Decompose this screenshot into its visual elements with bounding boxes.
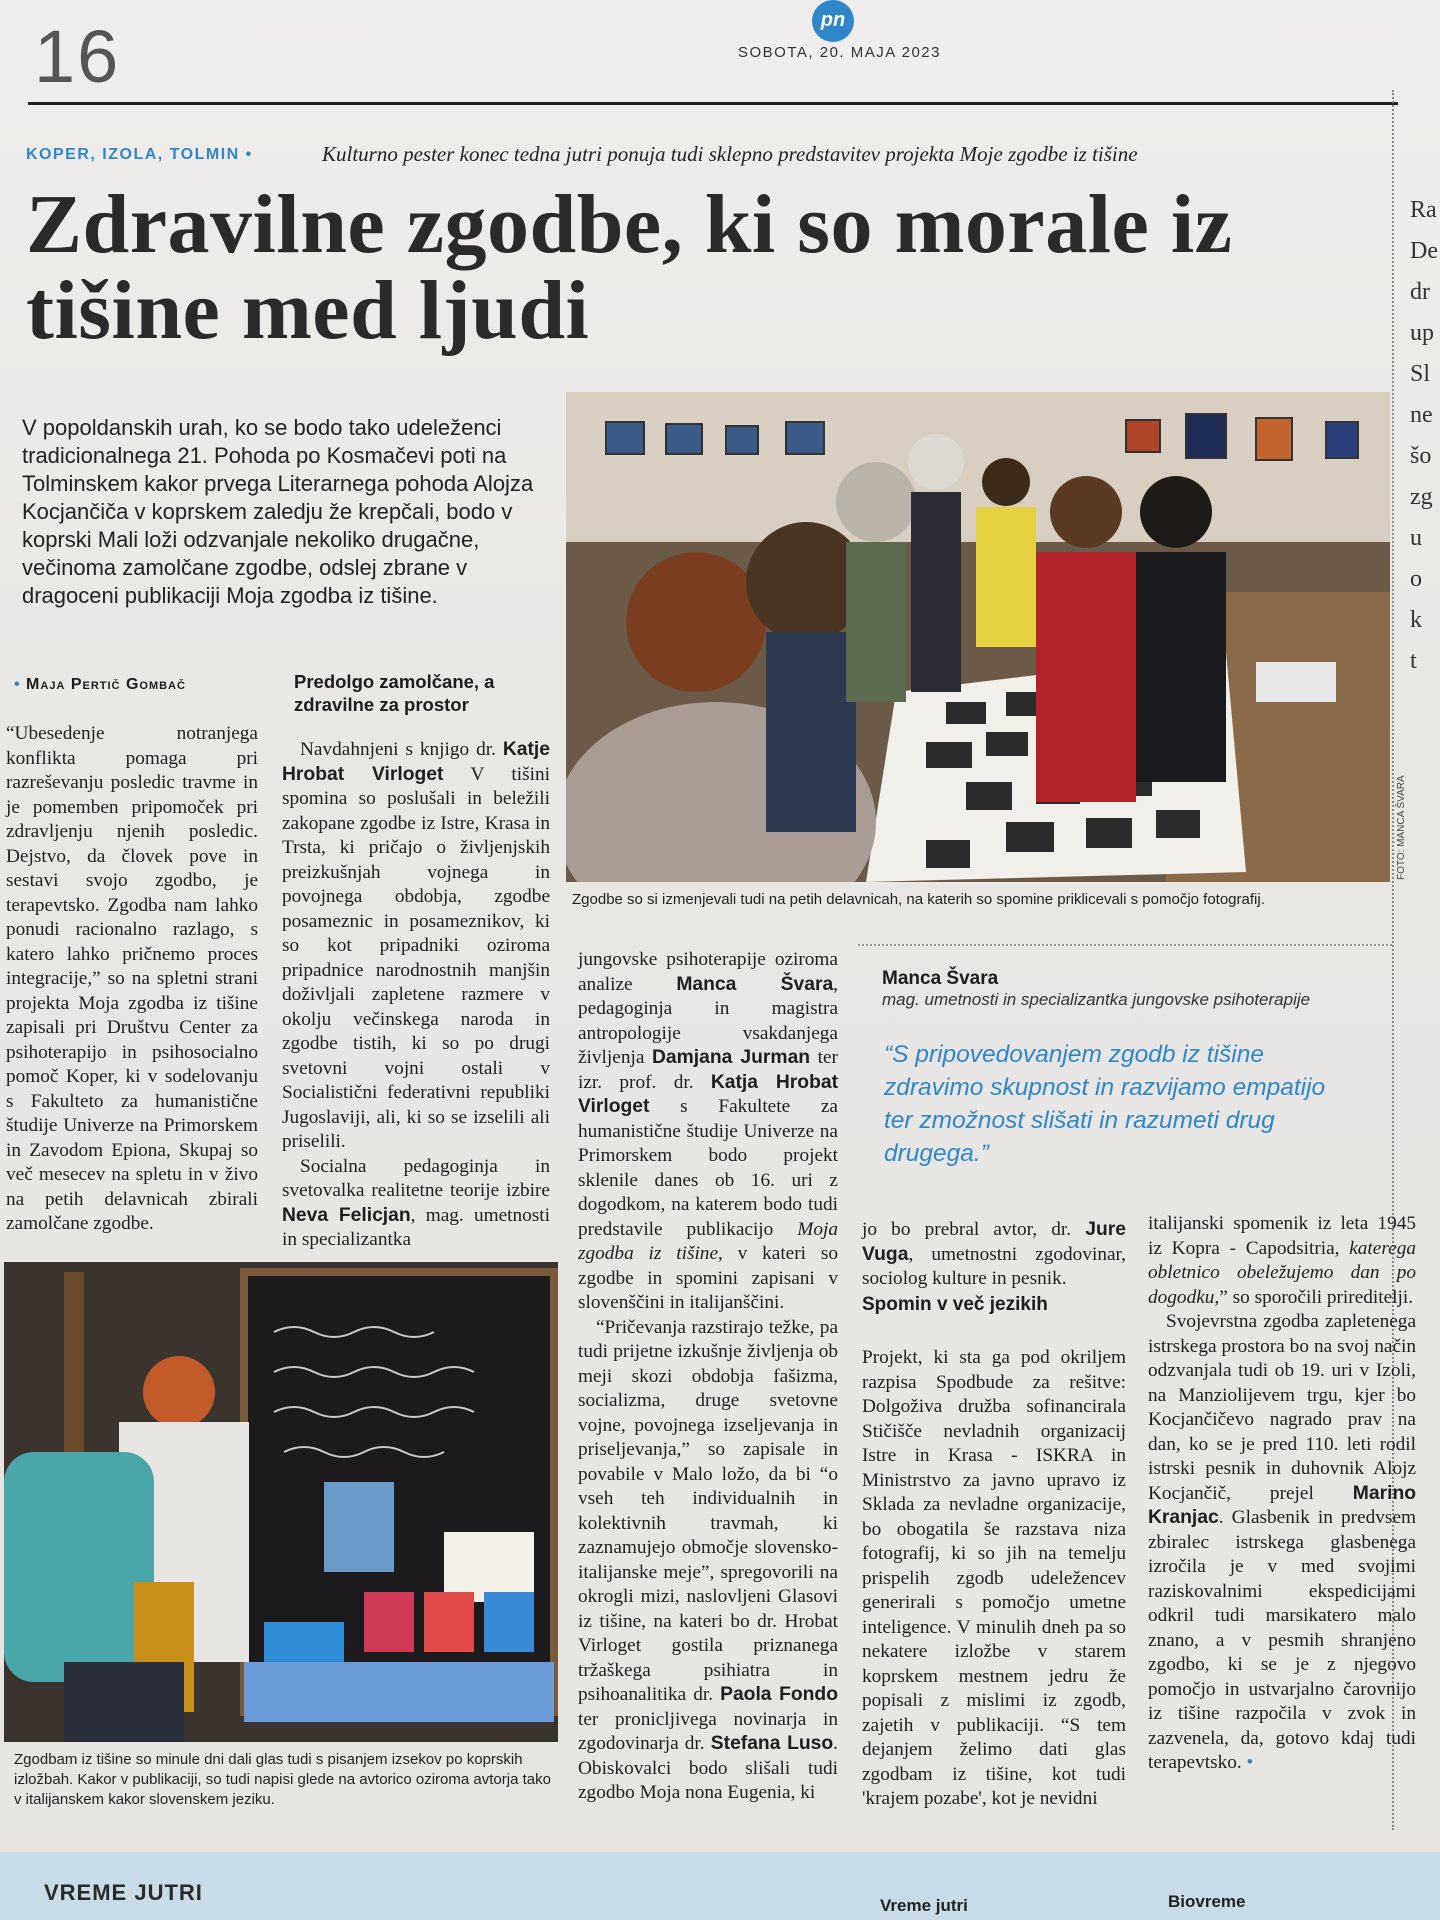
fragment-line: dr	[1410, 279, 1430, 305]
column-2-text: Navdahnjeni s knjigo dr. Katje Hrobat Virloget V tišini spomina so poslušali in beležili zakopane zgodbe iz Istre, Krasa in Trsta, ki pričajo o življenjskih preizkušnjah vojnega in povojnega obdobja, zgodbe posameznic in posameznikov, ki so kot pripadniki oziroma pripadnice narodnostnih manjšin doživljali zapletene razmere v okolju večinskega naroda in zgodbe tistih, ki so po drugi svetovni vojni ostali v Socialistični federativni republiki Jugoslaviji, ali, ki so se izselili ali priselili. Socialna pedagoginja in svetovalka realitetne teorije izbire Neva Felicjan, mag. umetnosti in specializantka	[282, 739, 550, 1250]
column-3-text: jungovske psihoterapije oziroma analize Manca Švara, pedagoginja in magistra antropologije vsakdanjega življenja Damjana Jurman ter izr. prof. dr. Katja Hrobat Virloget s Fakultete za humanistične študije Univerze na Primorskem bodo projekt sklenile danes ob 16. uri z dogodkom, na katerem bodo tudi predstavile publikacijo Moja zgodba iz tišine, v kateri so zgodbe in spomini zapisani v slovenščini in italijanščini. “Pričevanja razstirajo težke, pa tudi prijetne izkušnje življenja ob meji skozi obdobja fašizma, socializma, druge svetovne vojne, povojnega izseljevanja in priseljevanja,” so zapisale in povabile v Malo ložo, da bi “o vseh teh individualnih in kolektivnih travmah, ki zaznamujejo območje slovensko-italijanske meje”, spregovorili na okrogli mizi, naslovljeni Glasovi iz tišine, na kateri bo dr. Hrobat Virloget gostila priznanega tržaškega psihiatra in psihoanalitika dr. Paola Fondo ter pronicljivega novinarja in zgodovinarja dr. Stefana Luso. Obiskovalci bodo slišali tudi zgodbo Moja nona Eugenia, ki	[578, 949, 838, 1803]
fragment-line: De	[1410, 238, 1438, 264]
author-byline	[14, 676, 186, 694]
bioweather-heading: Biovreme	[1168, 1892, 1246, 1911]
fragment-line: ne	[1410, 402, 1433, 428]
column-4-top: jo bo prebral avtor, dr. Jure Vuga, umetnostni zgodovinar, sociolog kulture in pesnik.	[862, 1219, 1126, 1289]
weather-heading: VREME JUTRI	[44, 1880, 203, 1905]
fragment-line: t	[1410, 648, 1417, 674]
fragment-line: Ra	[1410, 197, 1437, 223]
page-number: 16	[34, 15, 121, 98]
column-1-text: “Ubesedenje notranjega konflikta pomaga pri razreševanju posledic travme in je pomemben pripomoček pri zdravljenju njenih posledic. Dejstvo, da človek pove in sestavi svojo zgodbo, je terapevtsko. Zgodba nam lahko ponudi racionalno razlago, s katero lahko pričnemo proces integracije,” so na spletni strani projekta Moja zgodba iz tišine zapisali pri Društvu Center za psihoterapijo in psihosocialno pomoč Koper, ki v sodelovanju s Fakulteto za humanistične študije Univerze na Primorskem in Zavodom Epiona, Skupaj so več mesecev na spletu in v živo na petih delavnicah zbirali zamolčane zgodbe.	[6, 723, 258, 1234]
fragment-line: zg	[1410, 484, 1433, 510]
workshop-photo-illustration	[566, 392, 1390, 882]
byline-bullet: •	[14, 676, 27, 693]
weather-subheading: Vreme jutri	[880, 1896, 968, 1915]
fragment-line: up	[1410, 320, 1434, 346]
quote-box-rule	[858, 944, 1392, 946]
lead-paragraph: V popoldanskih urah, ko se bodo tako udeleženci tradicionalnega 21. Pohoda po Kosmačevi poti na Tolminskem kakor prvega Literarnega pohoda Alojza Kocjančiča v koprskem zaledju že krepčali, bodo v koprski Mali loži odzvanjale nekoliko drugačne, večinoma zamolčane zgodbe, odslej zbrane v dragoceni publikaciji Moja zgodba iz tišine.	[22, 415, 534, 608]
workshop-photo	[566, 392, 1390, 882]
fragment-line: u	[1410, 525, 1422, 551]
photo-caption-2: Zgodbam iz tišine so minule dni dali glas tudi s pisanjem izsekov po koprskih izložbah. Kakor v publikaciji, so tudi napisi glede na avtorico oziroma avtorja tako v italijanskem kakor slovenskem jeziku.	[14, 1751, 551, 1808]
quote-author: Manca Švara	[882, 968, 999, 989]
fragment-line: šo	[1410, 443, 1432, 469]
column-5-text: italijanski spomenik iz leta 1945 iz Kopra - Capodsitria, katerega obletnico obeležujemo dan po dogodku,” so sporočili prireditelji. Svojevrstna zgodba zapletenega istrskega prostora bo na svoj način odzvanjala tudi ob 19. uri v Izoli, na Manziolijevem trgu, kjer bo Kocjančičevo nagrado prav na dan, ko se je pred 110. leti rodil istrski pesnik in duhovnik Alojz Kocjančič, prejel Marino Kranjac. Glasbenik in predvsem zbiralec istrskega glasbenega izročila je v med svojimi raziskovalnimi ekspedicijami odkril tudi marsikatero malo znano, a v pesmih shranjeno zgodbo, ki se je z njegovo pomočjo in ustvarjalno čarovnijo iz tišine razpočila v zvok in zazvenela, da, gotovo kdaj tudi terapevtsko. •	[1148, 1213, 1416, 1773]
adjacent-article-fragment	[1410, 190, 1440, 682]
kicker-location: KOPER, IZOLA, TOLMIN •	[26, 146, 253, 163]
pull-quote: “S pripovedovanjem zgodb iz tišine zdravimo skupnost in razvijamo empatijo ter zmožnost slišati in razumeti drug drugega.”	[884, 1041, 1326, 1167]
fragment-line: Sl	[1410, 361, 1431, 387]
quote-author-role: mag. umetnosti in specializantka jungovske psihoterapije	[882, 990, 1311, 1009]
publication-logo: pn	[812, 0, 854, 42]
subhead-2: Spomin v več jezikih	[862, 1294, 1048, 1315]
subhead-1: Predolgo zamolčane, a zdravilne za prostor	[294, 671, 495, 715]
column-4-text: Projekt, ki sta ga pod okriljem razpisa Spodbude za rešitve: Dolgoživa družba sofinancirala Stičišče nevladnih organizacij Istre in Krasa - ISKRA in Ministrstvo za javno upravo iz Sklada za nevladne organizacije, bo obogatila še razstava niza fotografij, ki so jih na temelju prispelih zgodb udeležencev generirali s pomočjo umetne inteligence. V minulih dneh pa so nekatere izložbe v starem koprskem mestnem jedru že popisali z mislimi iz zgodb, zajetih v publikaciji. “S tem dejanjem želimo dati glas zgodbam iz tišine, kot tudi 'krajem pozabe', kot je nevidni	[862, 1347, 1126, 1809]
author-name: Maja Pertič Gombač	[26, 676, 186, 693]
fragment-line: o	[1410, 566, 1422, 592]
fragment-line: k	[1410, 607, 1422, 633]
headline: Zdravilne zgodbe, ki so morale iz tišine med ljudi	[26, 178, 1233, 357]
kicker-text: Kulturno pester konec tedna jutri ponuja tudi sklepno predstavitev projekta Moje zgodbe iz tišine	[322, 142, 1138, 166]
photo-credit: FOTO: MANCA ŠVARA	[1396, 775, 1407, 880]
issue-date: SOBOTA, 20. MAJA 2023	[738, 44, 941, 61]
header-rule	[28, 102, 1398, 105]
shop-window-photo-illustration	[4, 1262, 558, 1742]
photo-caption-1: Zgodbe so si izmenjevali tudi na petih delavnicah, na katerih so spomine priklicevali s pomočjo fotografij.	[572, 891, 1265, 908]
shop-window-photo	[4, 1262, 558, 1742]
